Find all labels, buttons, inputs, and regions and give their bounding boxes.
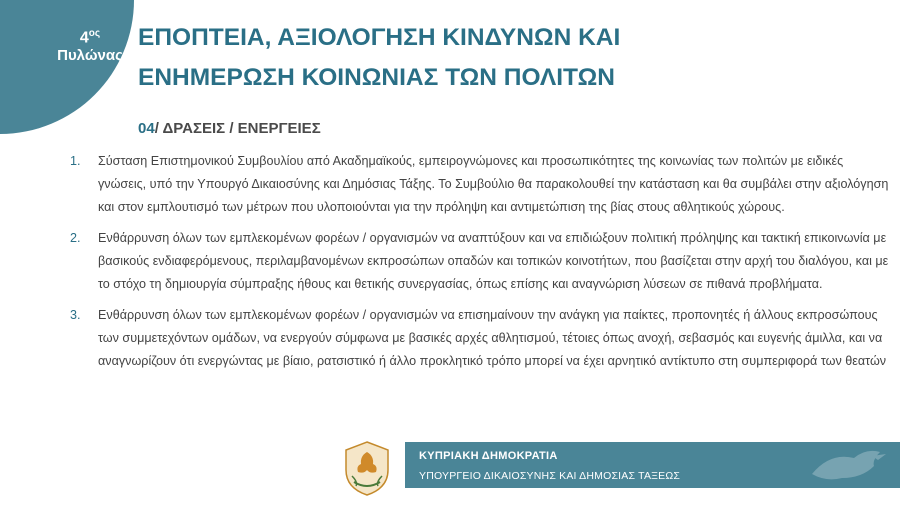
actions-list — [70, 150, 890, 381]
pillar-number — [50, 24, 130, 48]
list-item-text: Ενθάρρυνση όλων των εμπλεκομένων φορέων / οργανισμών να επισημαίνουν την ανάγκη για παίκτες, προπονητές ή άλλους εκπροσώπους των συμμετεχόντων ομάδων, να ενεργούν σύμφωνα με βασικές αρχές αθλητισμού, τέτοιες όπως ανοχή, σεβασμός και ευγενής άμιλλα, και να αναγνωρίζουν ότι ενεργώντας με βίαιο, ρατσιστικό ή άλλο προκλητικό τρόπο μπορεί να έχει αρνητικό αντίκτυπο στη συμπεριφορά των θεατών — [98, 308, 887, 368]
list-item-number: 1. — [70, 154, 81, 168]
section-label: / ΔΡΑΣΕΙΣ / ΕΝΕΡΓΕΙΕΣ — [154, 120, 321, 137]
list-item-number: 3. — [70, 308, 81, 322]
list-item — [70, 304, 890, 373]
section-heading — [138, 120, 321, 137]
cyprus-coat-of-arms-icon — [340, 438, 394, 498]
footer-band — [405, 442, 900, 488]
page-title — [138, 18, 778, 98]
list-item-number: 2. — [70, 231, 81, 245]
section-number: 04 — [138, 120, 155, 137]
pillar-badge — [0, 0, 134, 134]
list-item — [70, 150, 890, 219]
title-line-1: ΕΠΟΠΤΕΙΑ, ΑΞΙΟΛΟΓΗΣΗ ΚΙΝΔΥΝΩΝ ΚΑΙ — [138, 24, 621, 51]
dove-icon — [802, 444, 892, 488]
list-item — [70, 227, 890, 296]
title-line-2: ΕΝΗΜΕΡΩΣΗ ΚΟΙΝΩΝΙΑΣ ΤΩΝ ΠΟΛΙΤΩΝ — [138, 64, 615, 91]
pillar-number-value: 4 — [79, 29, 89, 47]
pillar-number-suffix: ος — [88, 28, 101, 39]
pillar-label: Πυλώνας — [57, 47, 123, 64]
government-name: ΚΥΠΡΙΑΚΗ ΔΗΜΟΚΡΑΤΙΑ — [419, 450, 558, 462]
list-item-text: Σύσταση Επιστημονικού Συμβουλίου από Ακαδημαϊκούς, εμπειρογνώμονες και προσωπικότητες της κοινωνίας των πολιτών με ειδικές γνώσεις, υπό την Υπουργό Δικαιοσύνης και Δημόσιας Τάξης. Το Συμβούλιο θα παρακολουθεί την κατάσταση και θα συμβάλει στην αξιολόγηση και στον εμπλουτισμό των μέτρων που υλοποιούνται για την πρόληψη και αντιμετώπιση της βίας στους αθλητικούς χώρους. — [98, 154, 889, 214]
ministry-name: ΥΠΟΥΡΓΕΙΟ ΔΙΚΑΙΟΣΥΝΗΣ ΚΑΙ ΔΗΜΟΣΙΑΣ ΤΑΞΕΩΣ — [419, 470, 681, 482]
list-item-text: Ενθάρρυνση όλων των εμπλεκομένων φορέων / οργανισμών να αναπτύξουν και να επιδιώξουν πολιτική πρόληψης και τακτική επικοινωνία με βασικούς ενδιαφερόμενους, περιλαμβανομένων εκπροσώπων οπαδών και τοπικών κοινοτήτων, που βασίζεται στην αρχή του διαλόγου, και με το στόχο τη δημιουργία σύμπραξης ήθους και θετικής συνεργασίας, όπως επίσης και αναγνώριση λύσεων σε πιθανά προβλήματα. — [98, 231, 889, 291]
